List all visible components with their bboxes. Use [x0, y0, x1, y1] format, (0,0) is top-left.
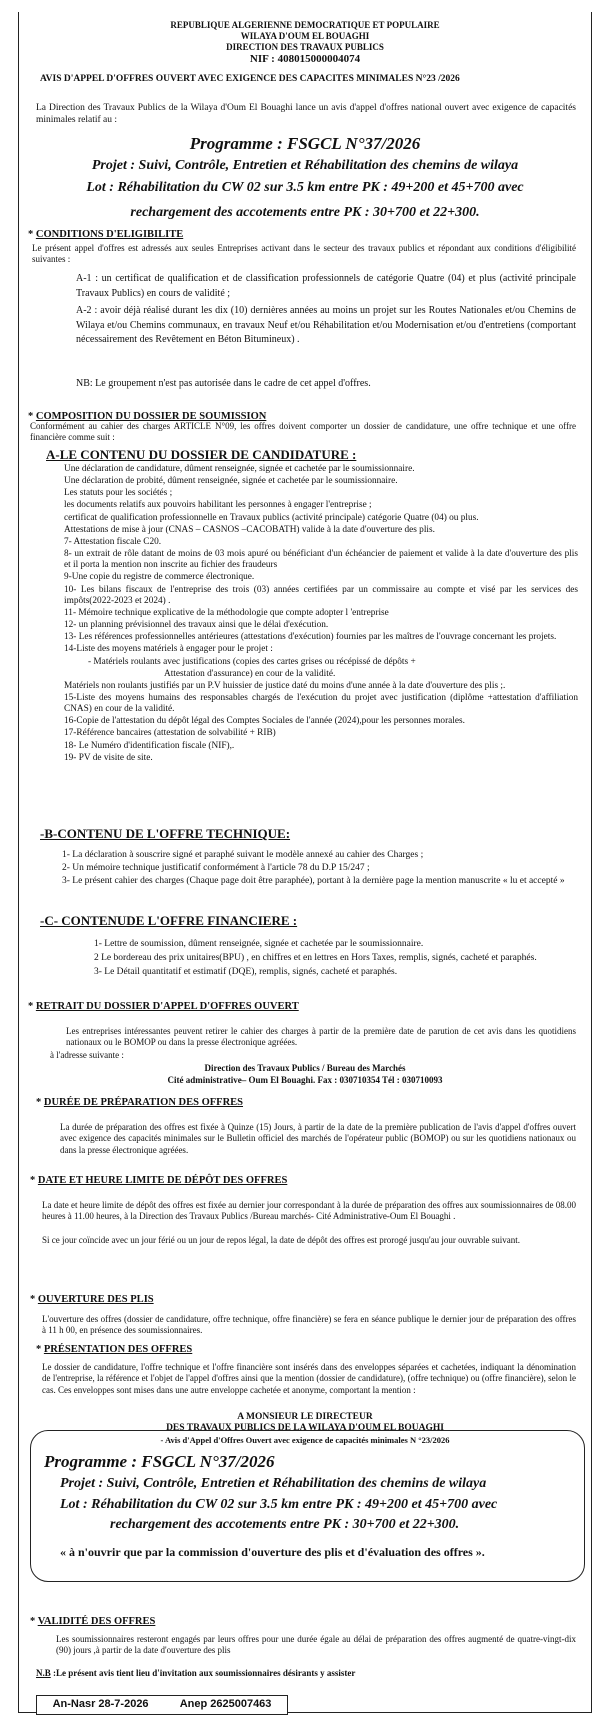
avis-number: N°23 /2026: [415, 74, 460, 84]
composition-title: COMPOSITION DU DOSSIER DE SOUMISSION: [35, 411, 267, 422]
retrait-adresse-line1: Direction des Travaux Publics / Bureau des Marchés: [204, 1063, 406, 1073]
retrait-adresse-label: à l'adresse suivante :: [50, 1050, 124, 1060]
eligibilite-heading: * CONDITIONS D'ELIGIBILITE: [28, 229, 184, 240]
offre-financiere-title: -C- CONTENUDE L'OFFRE FINANCIERE :: [40, 913, 298, 928]
envelope-line1: A MONSIEUR LE DIRECTEUR: [237, 1412, 373, 1422]
list-item: 16-Copie de l'attestation du dépôt légal des Comptes Sociales de l'année (2024),pour les personnes morales.: [64, 716, 465, 727]
eligibilite-intro: Le présent appel d'offres est adressés aux seules Entreprises activant dans le secteur des travaux publics et répondant aux conditions d'éligibilité suivantes :: [32, 243, 576, 265]
list-item: 8- un extrait de rôle datant de moins de 03 mois apuré ou bénéficiant d'un échéancier de paiement et valide à la date d'ouverture des plis et il porta la mention non inscrite au fichier des fraudeurs: [64, 549, 578, 571]
avis-title-line: [40, 74, 580, 86]
list-item: Une déclaration de candidature, dûment renseignée, signée et cachetée par le soumissionnaire.: [64, 464, 415, 474]
duree-text: La durée de préparation des offres est fixée à Quinze (15) Jours, à partir de la date de la première publication de l'avis d'appel d'offres ouvert avec exigence des capacités minimales sur le Bulletin officiel des marchés de l'opérateur public (BOMOP) ou sur les quotidiens nationaux ou dans la presse électronique agréées.: [60, 1122, 576, 1155]
list-item: - Matériels roulants avec justifications (copies des cartes grises ou récépissé de dépôts +: [88, 656, 416, 667]
retrait-title: RETRAIT DU DOSSIER D'APPEL D'OFFRES OUVERT: [35, 1001, 299, 1012]
nb-final-text: :Le présent avis tient lieu d'invitation aux soumissionnaires désirants y assister: [50, 1668, 356, 1678]
depot-title: DATE ET HEURE LIMITE DE DÉPÔT DES OFFRES: [37, 1175, 288, 1186]
envelope-lot2: rechargement des accotements entre PK : 30+700 et 22+300.: [110, 1517, 460, 1532]
envelope-mention: « à n'ouvrir que par la commission d'ouverture des plis et d'évaluation des offres ».: [60, 1545, 485, 1559]
stamp-newspaper: An-Nasr 28-7-2026: [52, 1698, 149, 1711]
header-nif: NIF : 408015000004074: [249, 53, 361, 65]
header-wilaya: WILAYA D'OUM EL BOUAGHI: [240, 31, 370, 41]
list-item: 10- Les bilans fiscaux de l'entreprise des trois (03) années certifiées par un commissaire au compte et visé par les services des impôts(2022-2023 et 2024) .: [64, 584, 578, 606]
header-republique: REPUBLIQUE ALGERIENNE DEMOCRATIQUE ET POPULAIRE: [170, 20, 440, 30]
validite-title: VALIDITÉ DES OFFRES: [37, 1616, 156, 1627]
duree-title: DURÉE DE PRÉPARATION DES OFFRES: [43, 1097, 244, 1108]
envelope-lot1: Lot : Réhabilitation du CW 02 sur 3.5 km entre PK : 49+200 et 45+700 avec: [60, 1497, 498, 1512]
list-item: 3- Le Détail quantitatif et estimatif (DQE), remplis, signés, cacheté et paraphés.: [94, 966, 398, 977]
eligibilite-a2: A-2 : avoir déjà réalisé durant les dix (10) dernières années au moins un projet sur les Routes Nationales et/ou Chemins de Wilaya et/ou Chemins communaux, en travaux Neuf et/ou Réhabilitation et/ou Modernisation et/ou d'entretiens (comportant nécessairement des Revêtement en Béton Bitumineux) .: [76, 305, 576, 345]
ouverture-heading: * OUVERTURE DES PLIS: [30, 1294, 154, 1305]
list-item: 11- Mémoire technique explicative de la méthodologie que compte adopter l 'entreprise: [64, 607, 389, 618]
eligibilite-a1: A-1 : un certificat de qualification et de classification professionnels de catégorie Quatre (04) et plus (activité principale Travaux Publics) en cours de validité ;: [76, 273, 576, 299]
list-item: 17-Référence bancaires (attestation de solvabilité + RIB): [64, 728, 276, 739]
presentation-text: Le dossier de candidature, l'offre technique et l'offre financière sont insérés dans des enveloppes séparées et cachetées, indiquant la dénomination de l'entreprise, la référence et l'objet de l'appel d'offres ainsi que la mention (dossier de candidature), (offre technique) ou (offre financière), selon le cas. Ces enveloppes sont mises dans une autre enveloppe cachetée et anonyme, comportant la mention :: [42, 1362, 576, 1395]
nb-final-line: [36, 1668, 355, 1679]
ouverture-title: OUVERTURE DES PLIS: [37, 1294, 154, 1305]
intro-text: La Direction des Travaux Publics de la Wilaya d'Oum El Bouaghi lance un avis d'appel d'offres national ouvert avec exigence de capacités minimales relatif au :: [36, 103, 576, 125]
presentation-heading: * PRÉSENTATION DES OFFRES: [36, 1344, 193, 1355]
envelope-programme: Programme : FSGCL N°37/2026: [44, 1452, 275, 1471]
lot-title-line2: rechargement des accotements entre PK : 30+700 et 22+300.: [130, 205, 480, 220]
composition-heading: * COMPOSITION DU DOSSIER DE SOUMISSION: [28, 411, 267, 422]
envelope-line2: DES TRAVAUX PUBLICS DE LA WILAYA D'OUM EL BOUAGHI: [166, 1423, 444, 1433]
candidature-title: A-LE CONTENU DU DOSSIER DE CANDIDATURE :: [46, 447, 357, 462]
list-item: 14-Liste des moyens matériels à engager pour le projet :: [64, 644, 273, 655]
duree-heading: * DURÉE DE PRÉPARATION DES OFFRES: [36, 1097, 244, 1108]
avis-title: AVIS D'APPEL D'OFFRES OUVERT AVEC EXIGENCE DES CAPACITES MINIMALES: [40, 74, 414, 84]
stamp-anep: Anep 2625007463: [179, 1698, 272, 1711]
list-item: 12- un planning prévisionnel des travaux ainsi que le délai d'exécution.: [64, 620, 329, 631]
depot-heading: * DATE ET HEURE LIMITE DE DÉPÔT DES OFFRES: [30, 1175, 288, 1186]
offre-technique-title: -B-CONTENU DE L'OFFRE TECHNIQUE:: [40, 826, 291, 841]
candidature-list: [64, 464, 578, 765]
projet-title: Projet : Suivi, Contrôle, Entretien et Réhabilitation des chemins de wilaya: [91, 158, 519, 173]
envelope-projet: Projet : Suivi, Contrôle, Entretien et Réhabilitation des chemins de wilaya: [60, 1476, 487, 1491]
depot-text: La date et heure limite de dépôt des offres est fixée au dernier jour correspondant à la durée de préparation des offres aux soumissionnaires de 08.00 heures à 11.00 heures, à la Direction des Travaux Publics /Bureau marchés- Cité Administrative-Oum El Bouaghi .: [42, 1200, 576, 1222]
depot-text-2: Si ce jour coïncide avec un jour férié ou un jour de repos légal, la date de dépôt des offres est prorogé jusqu'au jour ouvrable suivant.: [42, 1235, 521, 1245]
list-item: 15-Liste des moyens humains des responsables chargés de l'exécution du projet avec justification (diplôme +attestation d'affiliation CNAS) en cour de la validité.: [64, 692, 578, 715]
header-direction: DIRECTION DES TRAVAUX PUBLICS: [226, 42, 384, 52]
list-item: 7- Attestation fiscale C20.: [64, 536, 162, 547]
envelope-line3: - Avis d'Appel d'Offres Ouvert avec exigence de capacités minimales N °23/2026: [160, 1435, 450, 1445]
list-item: 3- Le présent cahier des charges (Chaque page doit être paraphée), portant à la dernière page la mention manuscrite « lu et accepté »: [62, 875, 565, 886]
list-item: 13- Les références professionnelles antérieures (attestations d'exécution) fournies par les maîtres de l'ouvrage concernant les projets.: [64, 632, 557, 643]
list-item: 1- La déclaration à souscrire signé et paraphé suivant le modèle annexé au cahier des Charges ;: [62, 850, 424, 860]
offre-technique-list: [62, 850, 578, 889]
list-item: 9-Une copie du registre de commerce électronique.: [64, 572, 255, 583]
eligibilite-title: CONDITIONS D'ELIGIBILITE: [35, 229, 184, 240]
retrait-adresse-line2: Cité administrative– Oum El Bouaghi. Fax : 030710354 Tél : 030710093: [167, 1075, 443, 1085]
list-item: 18- Le Numéro d'identification fiscale (NIF),.: [64, 740, 235, 751]
list-item: 2- Un mémoire technique justificatif conformément à l'article 78 du D.P 15/247 ;: [62, 862, 370, 873]
lot-title-line1: Lot : Réhabilitation du CW 02 sur 3.5 km entre PK : 49+200 et 45+700 avec: [86, 180, 524, 195]
list-item: 19- PV de visite de site.: [64, 752, 153, 763]
list-item: Attestation d'assurance) en cour de la validité.: [164, 668, 336, 679]
list-item: les documents relatifs aux pouvoirs habilitant les personnes à engager l'entreprise ;: [64, 500, 372, 511]
offre-financiere-list: [94, 938, 578, 979]
publication-stamp: [36, 1695, 288, 1715]
ouverture-text: L'ouverture des offres (dossier de candidature, offre technique, offre financière) se fera en séance publique le dernier jour de préparation des offres à 11 h 00, en présence des soumissionnaires.: [42, 1314, 576, 1336]
list-item: Les statuts pour les sociétés ;: [64, 488, 173, 499]
validite-text: Les soumissionnaires resteront engagés par leurs offres pour une durée égale au délai de préparation des offres augmenté de quatre-vingt-dix (90) jours ,à partir de la date d'ouverture des plis: [56, 1634, 576, 1656]
nb-final-label: N.B: [36, 1668, 51, 1678]
eligibilite-nb: NB: Le groupement n'est pas autorisée dans le cadre de cet appel d'offres.: [76, 378, 371, 389]
list-item: 1- Lettre de soumission, dûment renseignée, signée et cachetée par le soumissionnaire.: [94, 939, 424, 949]
list-item: Attestations de mise à jour (CNAS – CASNOS –CACOBATH) valide à la date d'ouverture des plis.: [64, 524, 435, 535]
list-item: 2 Le bordereau des prix unitaires(BPU) , en chiffres et en lettres en Hors Taxes, remplis, signés, cacheté et paraphés.: [94, 952, 537, 963]
retrait-text: Les entreprises intéressantes peuvent retirer le cahier des charges à partir de la première date de parution de cet avis dans les quotidiens nationaux ou le BOMOP ou dans la presse électronique agréées.: [66, 1026, 576, 1048]
list-item: Une déclaration de probité, dûment renseignée, signée et cachetée par le soumissionnaire.: [64, 476, 398, 487]
programme-title: Programme : FSGCL N°37/2026: [189, 134, 421, 153]
retrait-heading: * RETRAIT DU DOSSIER D'APPEL D'OFFRES OUVERT: [28, 1001, 299, 1012]
list-item: Matériels non roulants justifiés par un P.V huissier de justice daté du moins d'une année à la date d'ouverture des plis ;.: [64, 680, 506, 691]
presentation-title: PRÉSENTATION DES OFFRES: [43, 1344, 193, 1355]
validite-heading: * VALIDITÉ DES OFFRES: [30, 1616, 156, 1627]
list-item: certificat de qualification professionnelle en Travaux publics (activité principale) catégorie Quatre (04) ou plus.: [64, 512, 479, 523]
composition-intro: Conformément au cahier des charges ARTICLE N°09, les offres doivent comporter un dossier de candidature, une offre technique et une offre financière comme suit :: [30, 421, 576, 443]
